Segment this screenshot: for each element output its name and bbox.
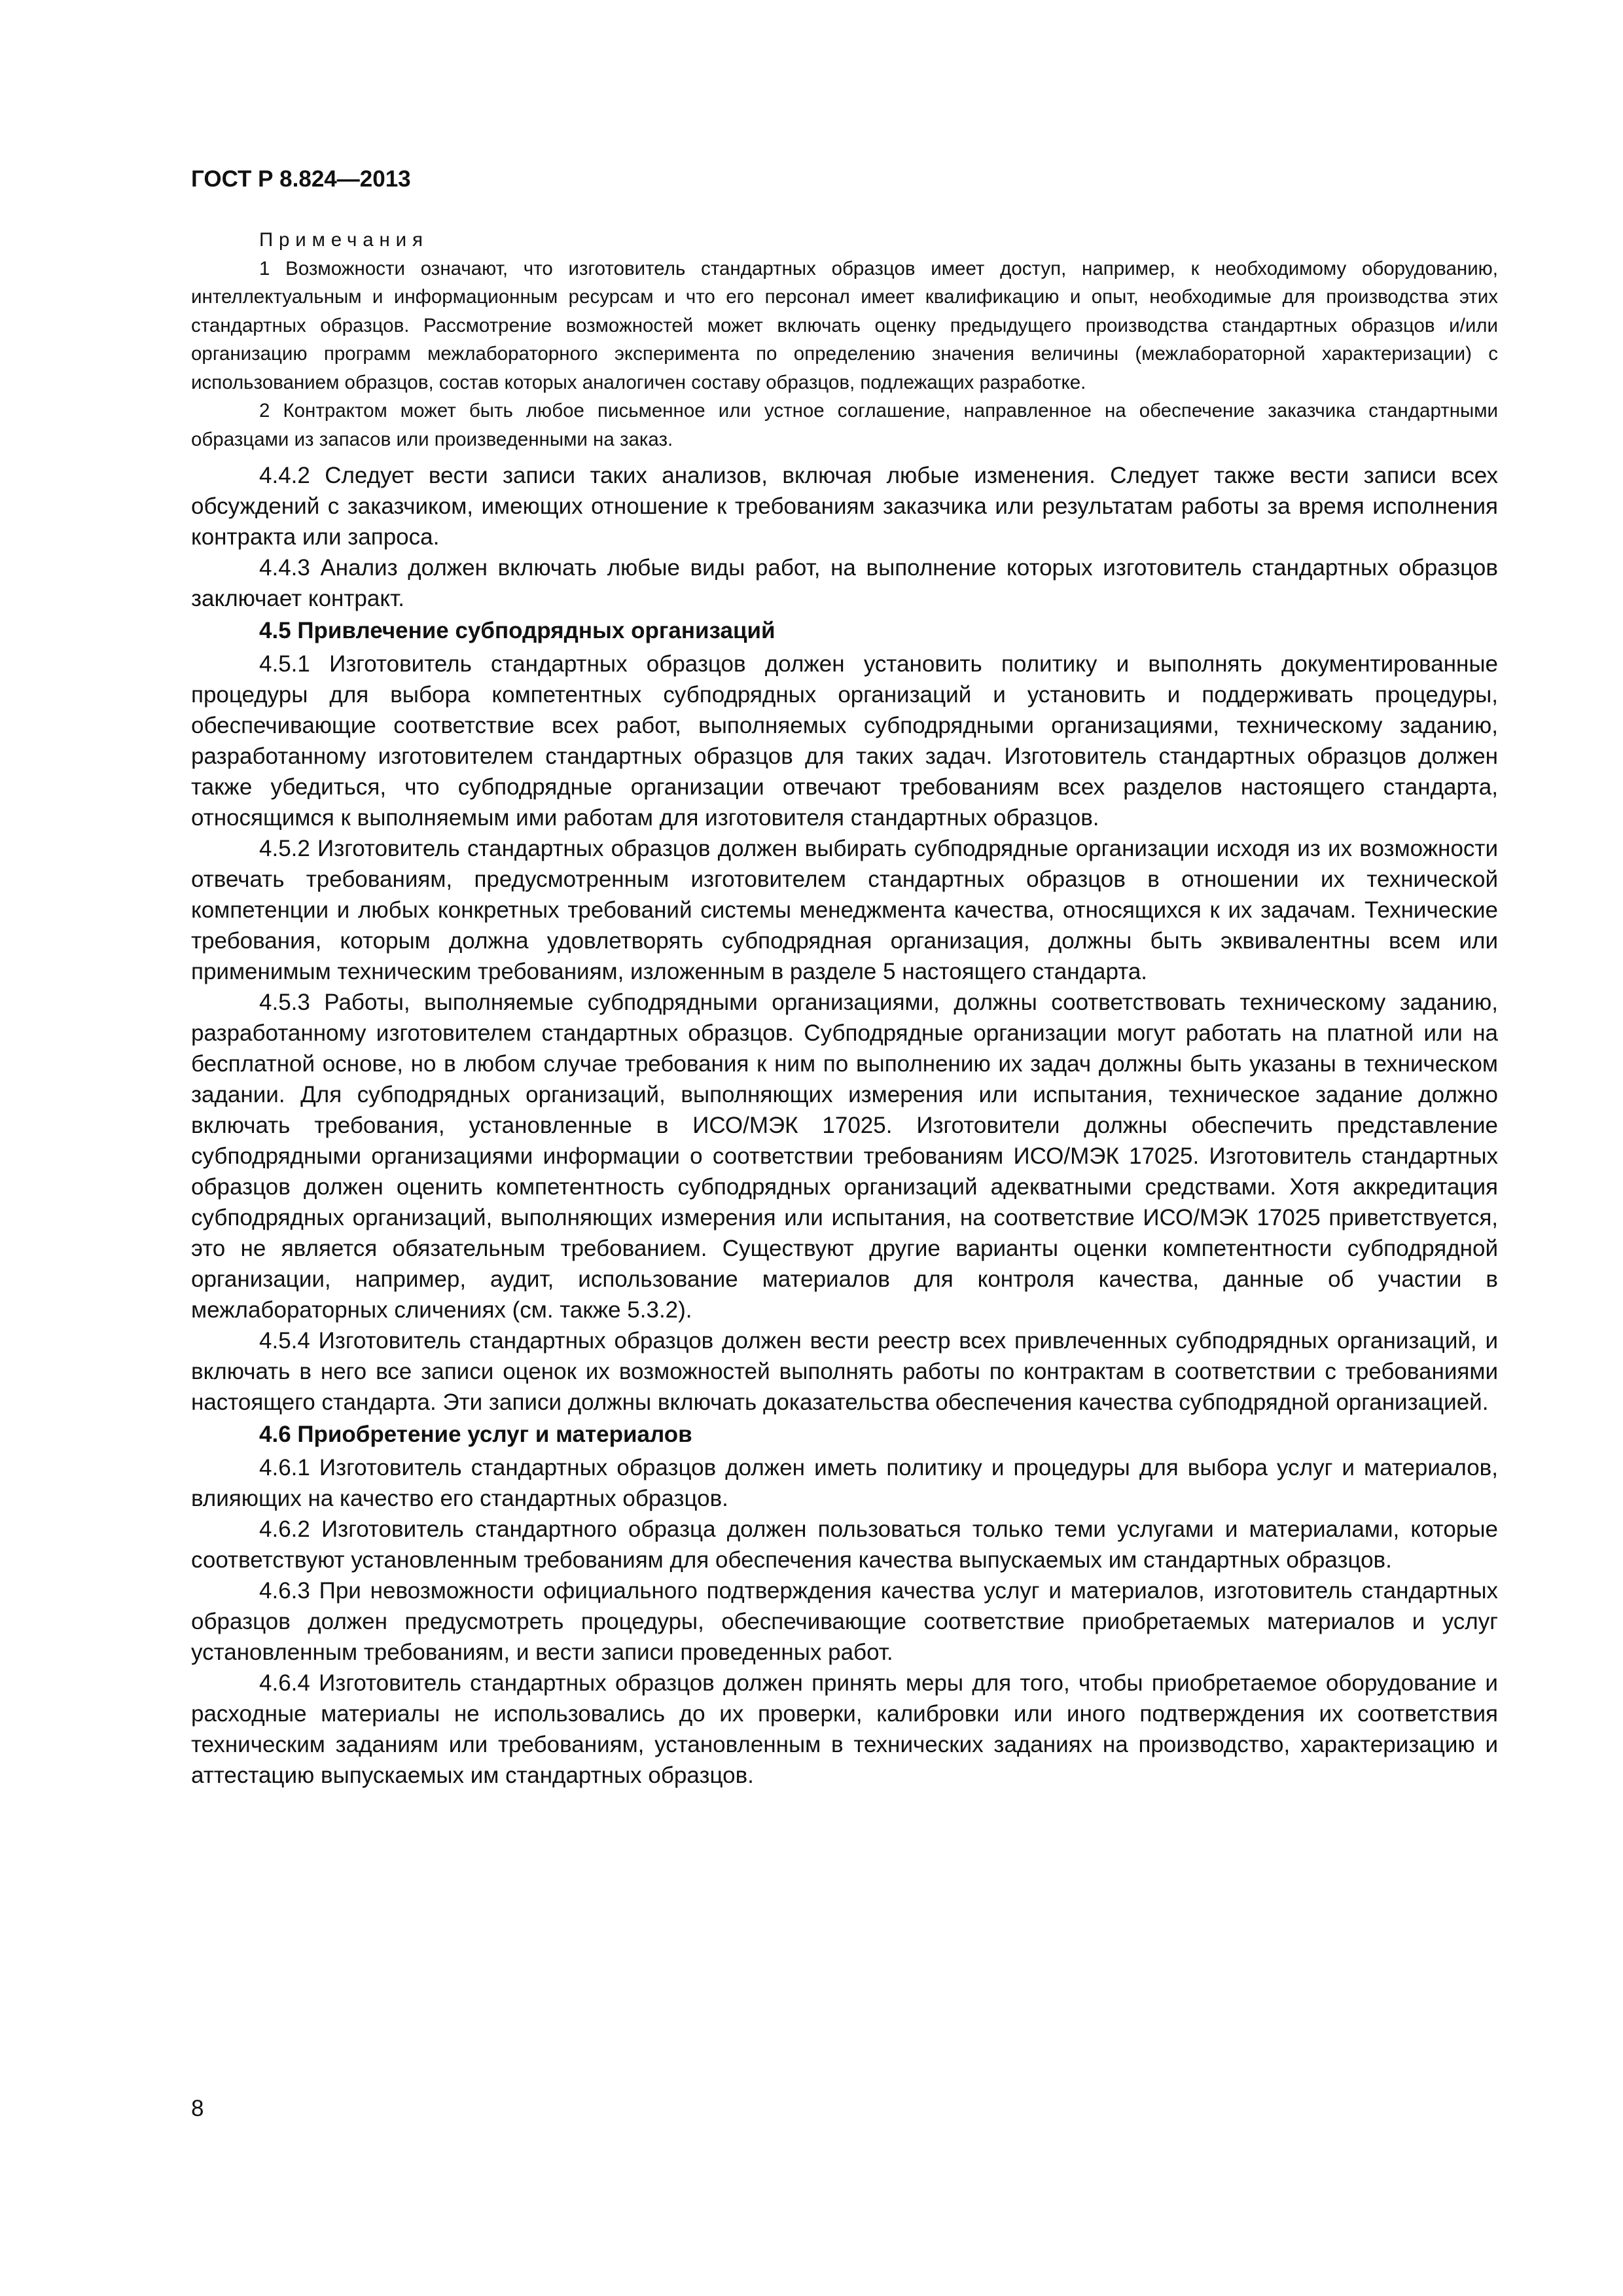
- paragraph-4-5-2: 4.5.2 Изготовитель стандартных образцов должен выбирать субподрядные организации исходя из их возможности отвечать требованиям, предусмотренным изготовителем стандартных образцов в отношении их технической компетенции и любых конкретных требований системы менеджмента качества, относящихся к их задачам. Технические требования, которым должна удовлетворять субподрядная организация, должны быть эквивалентны всем или применимым техническим требованиям, изложенным в разделе 5 настоящего стандарта.: [191, 836, 1498, 984]
- paragraph-4-6-1: 4.6.1 Изготовитель стандартных образцов должен иметь политику и процедуры для выбора услуг и материалов, влияющих на качество его стандартных образцов.: [191, 1455, 1498, 1511]
- note-item-1: 1 Возможности означают, что изготовитель стандартных образцов имеет доступ, например, к необходимому оборудованию, интеллектуальным и информационным ресурсам и что его персонал имеет квалификацию и опыт, необходимые для производства этих стандартных образцов. Рассмотрение возможностей может включать оценку предыдущего производства стандартных образцов и/или организацию программ межлабораторного эксперимента по определению значения величины (межлабораторной характеризации) с использованием образцов, состав которых аналогичен составу образцов, подлежащих разработке.: [191, 257, 1498, 393]
- paragraph-4-6-4: 4.6.4 Изготовитель стандартных образцов должен принять меры для того, чтобы приобретаемое оборудование и расходные материалы не использовались до их проверки, калибровки или иного подтверждения их соответствия техническим заданиям или требованиям, установленным в технических заданиях на производство, характеризацию и аттестацию выпускаемых им стандартных образцов.: [191, 1670, 1498, 1788]
- paragraph-4-5-4: 4.5.4 Изготовитель стандартных образцов должен вести реестр всех привлеченных субподрядных организаций, и включать в него все записи оценок их возможностей выполнять работы по контрактам в соответствии с требованиями настоящего стандарта. Эти записи должны включать доказательства обеспечения качества субподрядной организацией.: [191, 1328, 1498, 1415]
- paragraph-4-5-1: 4.5.1 Изготовитель стандартных образцов должен установить политику и выполнять документированные процедуры для выбора компетентных субподрядных организаций и установить и поддерживать процедуры, обеспечивающие соответствие всех работ, выполняемых субподрядными организациями, техническому заданию, разработанному изготовителем стандартных образцов для таких задач. Изготовитель стандартных образцов должен также убедиться, что субподрядные организации отвечают требованиям всех разделов настоящего стандарта, относящимся к выполняемым ими работам для изготовителя стандартных образцов.: [191, 651, 1498, 831]
- paragraph-4-6-3: 4.6.3 При невозможности официального подтверждения качества услуг и материалов, изготовитель стандартных образцов должен предусмотреть процедуры, обеспечивающие соответствие приобретаемых материалов и услуг установленным требованиям, и вести записи проведенных работ.: [191, 1578, 1498, 1665]
- document-code: ГОСТ Р 8.824—2013: [191, 166, 411, 192]
- paragraph-4-6-2: 4.6.2 Изготовитель стандартного образца должен пользоваться только теми услугами и материалами, которые соответствуют установленным требованиям для обеспечения качества выпускаемых им стандартных образцов.: [191, 1516, 1498, 1573]
- document-body: [191, 460, 1498, 1791]
- paragraph-4-4-2: 4.4.2 Следует вести записи таких анализов, включая любые изменения. Следует также вести записи всех обсуждений с заказчиком, имеющих отношение к требованиям заказчика или результатам работы за время исполнения контракта или запроса.: [191, 463, 1498, 550]
- notes-block: [191, 226, 1498, 454]
- page-content: [191, 226, 1498, 1791]
- paragraph-4-4-3: 4.4.3 Анализ должен включать любые виды работ, на выполнение которых изготовитель стандартных образцов заключает контракт.: [191, 555, 1498, 611]
- paragraph-4-5-3: 4.5.3 Работы, выполняемые субподрядными организациями, должны соответствовать техническому заданию, разработанному изготовителем стандартных образцов. Субподрядные организации могут работать на платной или на бесплатной основе, но в любом случае требования к ним по выполнению их задач должны быть указаны в техническом задании. Для субподрядных организаций, выполняющих измерения или испытания, техническое задание должно включать требования, установленные в ИСО/МЭК 17025. Изготовители должны обеспечить представление субподрядными организациями информации о соответствии требованиям ИСО/МЭК 17025. Изготовитель стандартных образцов должен оценить компетентность субподрядных организаций адекватными средствами. Хотя аккредитация субподрядных организаций, выполняющих измерения или испытания, на соответствие ИСО/МЭК 17025 приветствуется, это не является обязательным требованием. Существуют другие варианты оценки компетентности субподрядной организации, например, аудит, использование материалов для контроля качества, данные об участии в межлабораторных сличениях (см. также 5.3.2).: [191, 990, 1498, 1323]
- note-item-2: 2 Контрактом может быть любое письменное или устное соглашение, направленное на обеспечение заказчика стандартными образцами из запасов или произведенными на заказ.: [191, 400, 1498, 450]
- notes-title: Примечания: [259, 229, 429, 251]
- section-heading-4-6: 4.6 Приобретение услуг и материалов: [259, 1422, 692, 1447]
- section-heading-4-5: 4.5 Привлечение субподрядных организаций: [259, 618, 776, 643]
- page-number: 8: [191, 2096, 204, 2121]
